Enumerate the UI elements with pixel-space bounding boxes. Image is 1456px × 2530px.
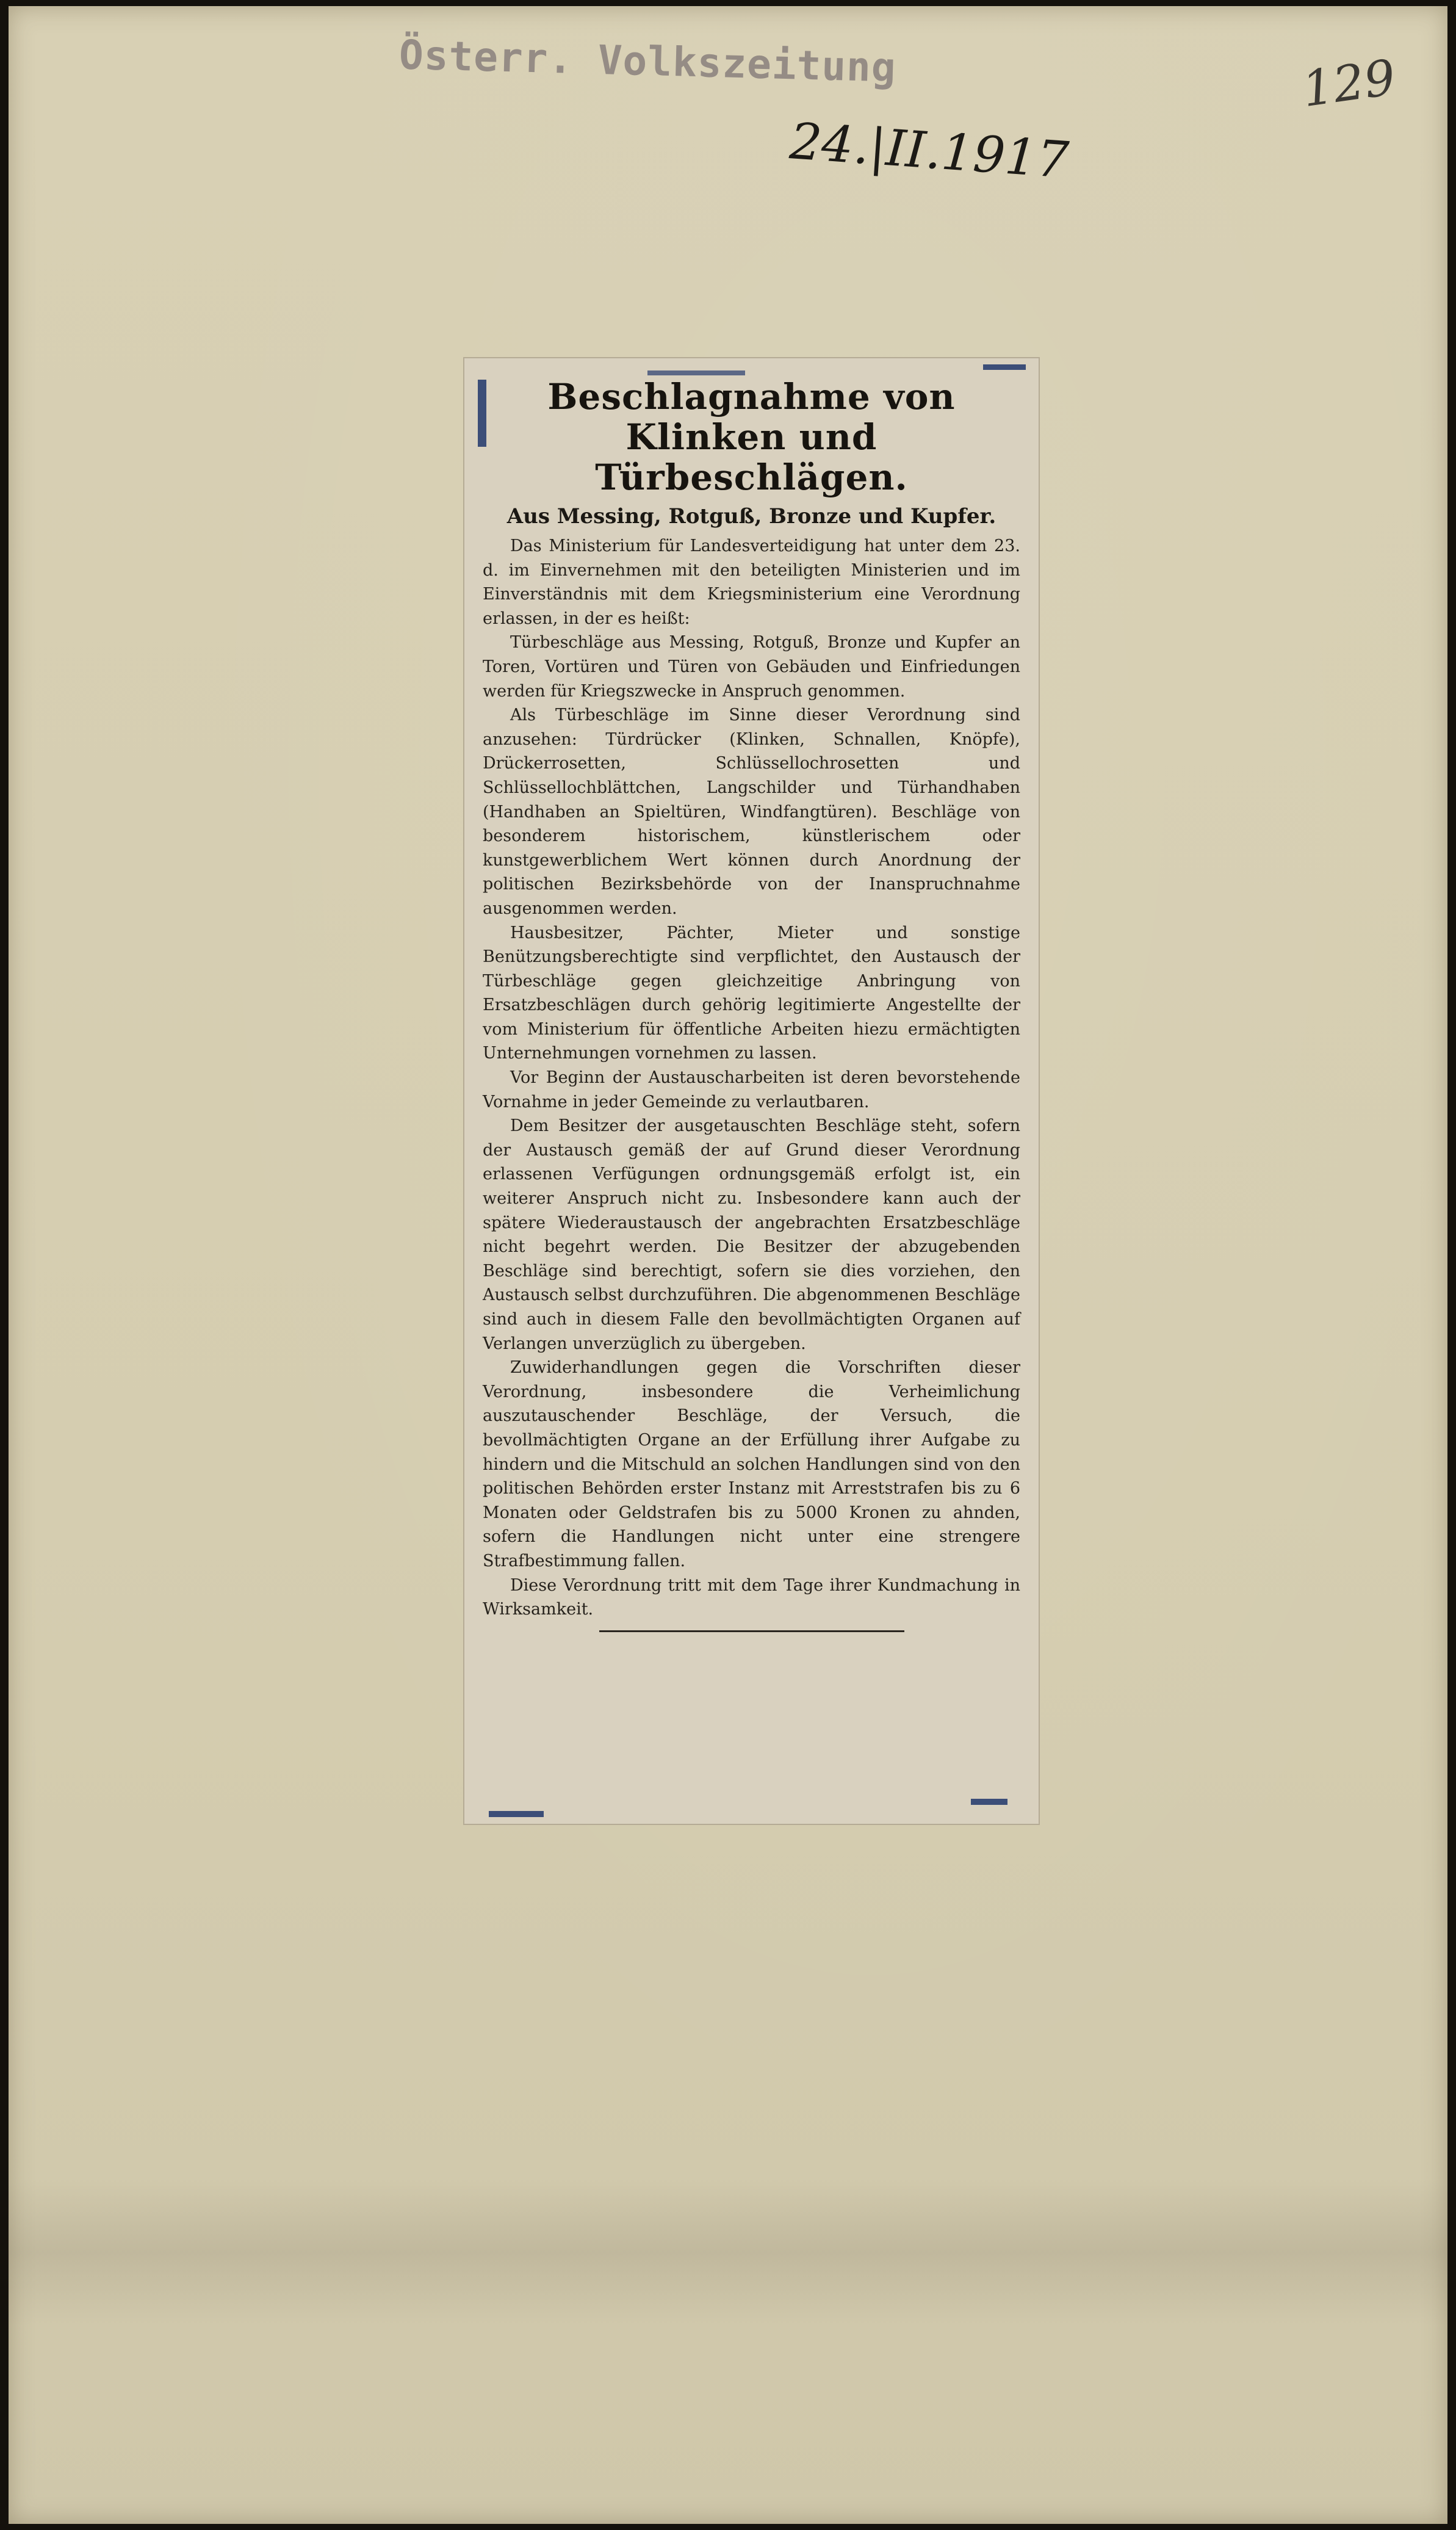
handwritten-page-number: 129	[1299, 48, 1399, 118]
article-subheadline: Aus Messing, Rotguß, Bronze und Kupfer.	[506, 504, 996, 529]
article-paragraph: Diese Verordnung tritt mit dem Tage ihrer Kundmachung in Wirksamkeit.	[483, 1575, 1020, 1619]
article-headline: Beschlagnahme von Klinken und Türbeschlägen.	[547, 376, 956, 498]
blue-pencil-mark	[647, 370, 745, 375]
newspaper-stamp: Österr. Volkszeitung	[398, 31, 897, 92]
article-paragraph: Dem Besitzer der ausgetauschten Beschläge steht, sofern der Austausch gemäß der auf Grund dieser Verordnung erlassenen Verfügungen ordnungsgemäß erfolgt ist, ein weiterer Anspruch nicht zu. Insbesondere kann auch der spätere Wiederaustausch der angebrachten Ersatzbeschläge nicht begehrt werden. Die Besitzer der abzugebenden Beschläge sind berechtigt, sofern sie dies vorziehen, den Austausch selbst durchzuführen. Die abgenommenen Beschläge sind auch in diesem Falle den bevollmächtigten Organen auf Verlangen unverzüglich zu übergeben.	[483, 1116, 1020, 1353]
blue-pencil-mark	[489, 1811, 544, 1817]
paper-fold	[9, 2179, 1447, 2326]
article-paragraph: Als Türbeschläge im Sinne dieser Verordnung sind anzusehen: Türdrücker (Klinken, Schnallen, Knöpfe), Drückerrosetten, Schlüssellochrosetten und Schlüssellochblättchen, Langschilder und Türhandhaben (Handhaben an Spieltüren, Windfangtüren). Beschläge von besonderem historischem, künstlerischem oder kunstgewerblichem Wert können durch Anordnung der politischen Bezirksbehörde von der Inanspruchnahme ausgenommen werden.	[483, 706, 1020, 918]
handwritten-date: 24.|II.1917	[788, 112, 1071, 190]
blue-pencil-mark	[971, 1799, 1007, 1805]
article-paragraph: Zuwiderhandlungen gegen die Vorschriften dieser Verordnung, insbesondere die Verheimlichung auszutauschender Beschläge, der Versuch, die bevollmächtigten Organe an der Erfüllung ihrer Aufgabe zu hindern und die Mitschuld an solchen Handlungen sind von den politischen Behörden erster Instanz mit Arreststrafen bis zu 6 Monaten oder Geldstrafen bis zu 5000 Kronen zu ahnden, sofern die Handlungen nicht unter eine strengere Strafbestimmung fallen.	[483, 1358, 1020, 1570]
end-rule	[599, 1630, 904, 1632]
article-body	[483, 534, 1020, 1622]
article-paragraph: Türbeschläge aus Messing, Rotguß, Bronze und Kupfer an Toren, Vortüren und Türen von Gebäuden und Einfriedungen werden für Kriegszwecke in Anspruch genommen.	[483, 633, 1020, 701]
blue-pencil-mark	[983, 364, 1026, 370]
article-paragraph: Hausbesitzer, Pächter, Mieter und sonstige Benützungsberechtigte sind verpflichtet, den Austausch der Türbeschläge gegen gleichzeitige Anbringung von Ersatzbeschlägen durch gehörig legitimierte Angestellte der vom Ministerium für öffentliche Arbeiten hiezu ermächtigten Unternehmungen vornehmen zu lassen.	[483, 923, 1020, 1063]
archive-sheet	[9, 6, 1447, 2524]
blue-pencil-mark	[478, 380, 486, 447]
article-paragraph: Das Ministerium für Landesverteidigung hat unter dem 23. d. im Einvernehmen mit den beteiligten Ministerien und im Einverständnis mit dem Kriegsministerium eine Verordnung erlassen, in der es heißt:	[483, 537, 1020, 628]
newspaper-clipping	[463, 357, 1040, 1825]
article-paragraph: Vor Beginn der Austauscharbeiten ist deren bevorstehende Vornahme in jeder Gemeinde zu verlautbaren.	[483, 1068, 1020, 1111]
